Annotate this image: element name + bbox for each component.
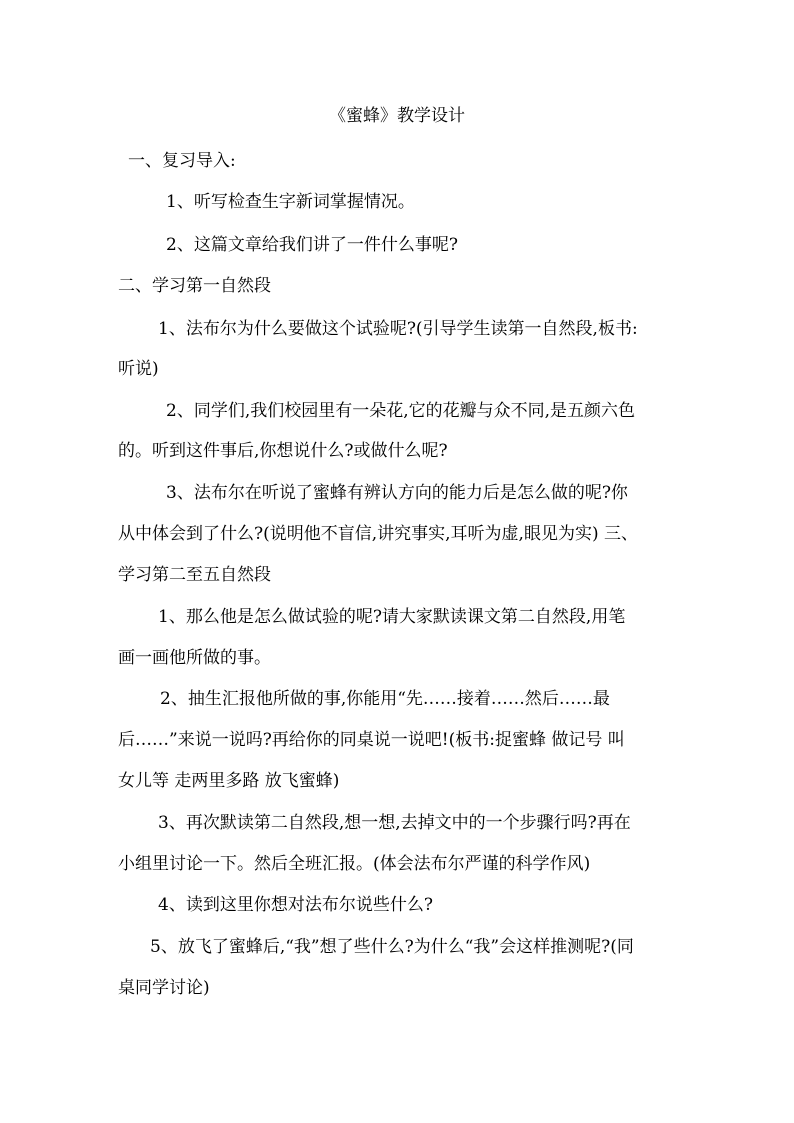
list-item: 1、法布尔为什么要做这个试验呢?(引导学生读第一自然段,板书: bbox=[158, 319, 638, 339]
list-item: 1、听写检查生字新词掌握情况。 bbox=[166, 192, 415, 212]
heading-review: 一、复习导入: bbox=[128, 151, 236, 171]
list-item-continued: 后……”来说一说吗?再给你的同桌说一说吧!(板书:捉蜜蜂 做记号 叫 bbox=[118, 730, 625, 750]
list-item: 1、那么他是怎么做试验的呢?请大家默读课文第二自然段,用笔 bbox=[158, 607, 626, 627]
list-item-continued: 的。听到这件事后,你想说什么?或做什么呢? bbox=[118, 441, 448, 461]
list-item-continued: 小组里讨论一下。然后全班汇报。(体会法布尔严谨的科学作风) bbox=[118, 854, 591, 874]
heading-paragraphs-two-five: 学习第二至五自然段 bbox=[118, 565, 271, 585]
list-item: 3、再次默读第二自然段,想一想,去掉文中的一个步骤行吗?再在 bbox=[158, 813, 631, 833]
list-item: 2、抽生汇报他所做的事,你能用“先……接着……然后……最 bbox=[160, 689, 610, 709]
heading-paragraph-one: 二、学习第一自然段 bbox=[118, 276, 271, 296]
list-item-continued: 女儿等 走两里多路 放飞蜜蜂) bbox=[118, 771, 340, 791]
list-item: 5、放飞了蜜蜂后,“我”想了些什么?为什么“我”会这样推测呢?(同 bbox=[150, 937, 634, 957]
list-item: 3、法布尔在听说了蜜蜂有辨认方向的能力后是怎么做的呢?你 bbox=[166, 483, 628, 503]
list-item: 2、这篇文章给我们讲了一件什么事呢? bbox=[166, 235, 458, 255]
list-item-continued: 画一画他所做的事。 bbox=[118, 648, 271, 668]
list-item: 4、读到这里你想对法布尔说些什么? bbox=[158, 895, 433, 915]
list-item: 2、同学们,我们校园里有一朵花,它的花瓣与众不同,是五颜六色 bbox=[166, 401, 636, 421]
list-item-continued: 桌同学讨论) bbox=[118, 978, 210, 998]
list-item-continued: 从中体会到了什么?(说明他不盲信,讲究事实,耳听为虚,眼见为实) 三、 bbox=[118, 524, 638, 544]
document-title: 《蜜蜂》教学设计 bbox=[329, 106, 465, 126]
list-item-continued: 听说) bbox=[118, 359, 159, 379]
